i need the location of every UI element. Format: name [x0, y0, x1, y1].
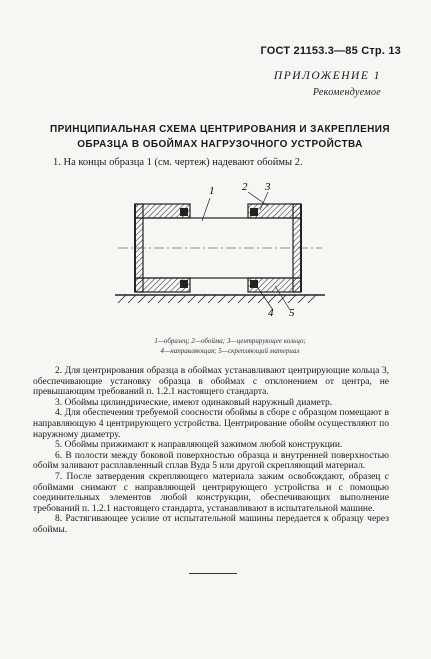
paragraph-4: 4. Для обеспечения требуемой соосности обоймы в сборе с образцом помещают в направляющую 4 центрирующего устройства. Центрирование обойм осуществляют по наружному диаметру. [33, 408, 389, 440]
paragraph-5: 5. Обоймы прижимают к направляющей зажимом любой конструкции. [55, 440, 343, 451]
right-ring-top [250, 208, 258, 216]
left-ring-top [180, 208, 188, 216]
right-ring-bottom [250, 280, 258, 288]
caption-line1: 1—образец; 2—обойма; 3—центрирующее кольцо; [154, 337, 306, 345]
paragraph-3: 3. Обоймы цилиндрические, имеют одинаковый наружный диаметр. [55, 397, 333, 408]
figure-caption [100, 336, 360, 356]
paragraph-8: 8. Растягивающее усилие от испытательной машины передается к образцу через обоймы. [33, 514, 389, 535]
label-specimen: 1 [209, 185, 215, 197]
appendix-subtitle: Рекомендуемое [312, 87, 381, 98]
paragraph-6: 6. В полости между боковой поверхностью образца и внутренней поверхностью обойм заливают расплавленный сплав Вуда 5 или другой скрепляющий материал. [33, 450, 389, 472]
centering-scheme-drawing [110, 176, 330, 316]
section-title [40, 122, 400, 152]
left-ring-bottom [180, 280, 188, 288]
paragraph-7: 7. После затвердения скрепляющего материала зажим освобождают, образец с обоймами снимают с направляющей центрирующего устройства и с помощью соединительных элементов любой конструкции, обеспечивающих выполнение требований п. 1.2.1 настоящего стандарта, устанавливают в испытательной машине. [33, 471, 389, 514]
page-header: ГОСТ 21153.3—85 Стр. 13 [260, 45, 401, 57]
body-text [33, 366, 389, 536]
right-holder [248, 204, 301, 292]
label-ring: 3 [265, 181, 271, 193]
section-title-line1: ПРИНЦИПИАЛЬНАЯ СХЕМА ЦЕНТРИРОВАНИЯ И ЗАКРЕПЛЕНИЯ [50, 124, 390, 135]
paragraph-1: 1. На концы образца 1 (см. чертеж) надевают обоймы 2. [53, 157, 303, 168]
appendix-title: ПРИЛОЖЕНИЕ 1 [273, 70, 381, 82]
guide-base-hatch [118, 295, 316, 303]
section-title-line2: ОБРАЗЦА В ОБОЙМАХ НАГРУЗОЧНОГО УСТРОЙСТВА [77, 139, 363, 150]
caption-line2: 4—направляющая; 5—скрепляющий материал [160, 347, 300, 355]
paragraph-2: 2. Для центрирования образца в обоймах устанавливают центрирующие кольца 3, обеспечивающие установку образца в обоймах с отклонением от центра, не превышающим требований п. 1.2.1 настоящего стандарта. [33, 366, 389, 398]
label-binding-material: 5 [289, 307, 295, 316]
label-guide: 4 [268, 307, 274, 316]
label-holder: 2 [242, 181, 248, 193]
end-divider [189, 573, 237, 574]
